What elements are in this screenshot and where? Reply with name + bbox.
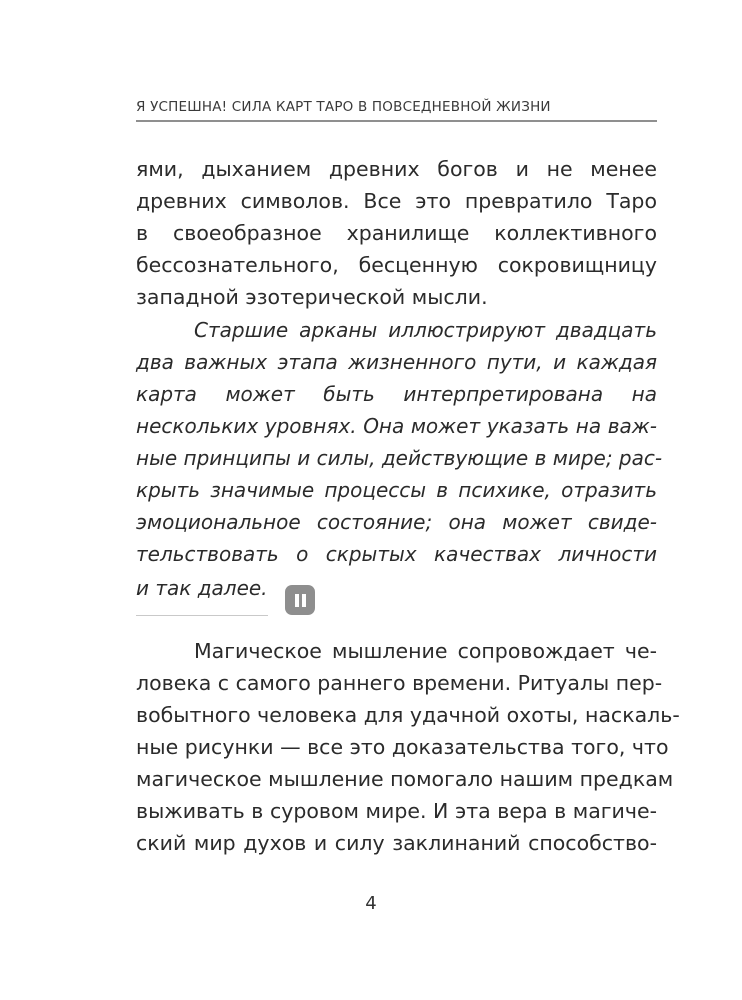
quote-line: ные принципы и силы, действующие в мире; рас- xyxy=(136,446,663,470)
page-number: 4 xyxy=(365,893,377,914)
pause-bar xyxy=(295,594,299,607)
quote-line: крыть значимые процессы в психике, отразить xyxy=(136,478,657,502)
quote-divider xyxy=(136,615,268,616)
body-paragraph-2 xyxy=(136,635,680,859)
running-header: Я УСПЕШНА! СИЛА КАРТ ТАРО В ПОВСЕДНЕВНОЙ ЖИЗНИ xyxy=(136,99,551,115)
text-line: западной эзотерической мысли. xyxy=(136,285,488,309)
pause-icon xyxy=(285,585,315,615)
text-line: магическое мышление помогало нашим предкам xyxy=(136,767,674,791)
text-line: в своеобразное хранилище коллективного xyxy=(136,221,657,245)
quote-line: два важных этапа жизненного пути, и каждая xyxy=(136,350,657,374)
quote-line: карта может быть интерпретирована на xyxy=(136,382,657,406)
text-line: вобытного человека для удачной охоты, наскаль- xyxy=(136,703,680,727)
quote-line: Старшие арканы иллюстрируют двадцать xyxy=(194,318,657,342)
text-line: ные рисунки — все это доказательства того, что xyxy=(136,735,669,759)
text-line: ловека с самого раннего времени. Ритуалы пер- xyxy=(136,671,663,695)
text-line: бессознательного, бесценную сокровищницу xyxy=(136,253,657,277)
text-line: выживать в суровом мире. И эта вера в магиче- xyxy=(136,799,657,823)
quote-line: эмоциональное состояние; она может свиде- xyxy=(136,510,657,534)
quote-last-line-row xyxy=(136,572,268,604)
header-divider xyxy=(136,120,657,122)
text-line: ями, дыханием древних богов и не менее xyxy=(136,157,657,181)
quote-block xyxy=(136,314,663,570)
quote-line: тельствовать о скрытых качествах личности xyxy=(136,542,657,566)
quote-line: нескольких уровнях. Она может указать на важ- xyxy=(136,414,657,438)
text-line: ский мир духов и силу заклинаний способство- xyxy=(136,831,657,855)
text-line: Магическое мышление сопровождает че- xyxy=(194,639,657,663)
quote-line: и так далее. xyxy=(136,576,268,600)
body-paragraph-1 xyxy=(136,153,657,313)
pause-bar xyxy=(302,594,306,607)
text-line: древних символов. Все это превратило Таро xyxy=(136,189,657,213)
